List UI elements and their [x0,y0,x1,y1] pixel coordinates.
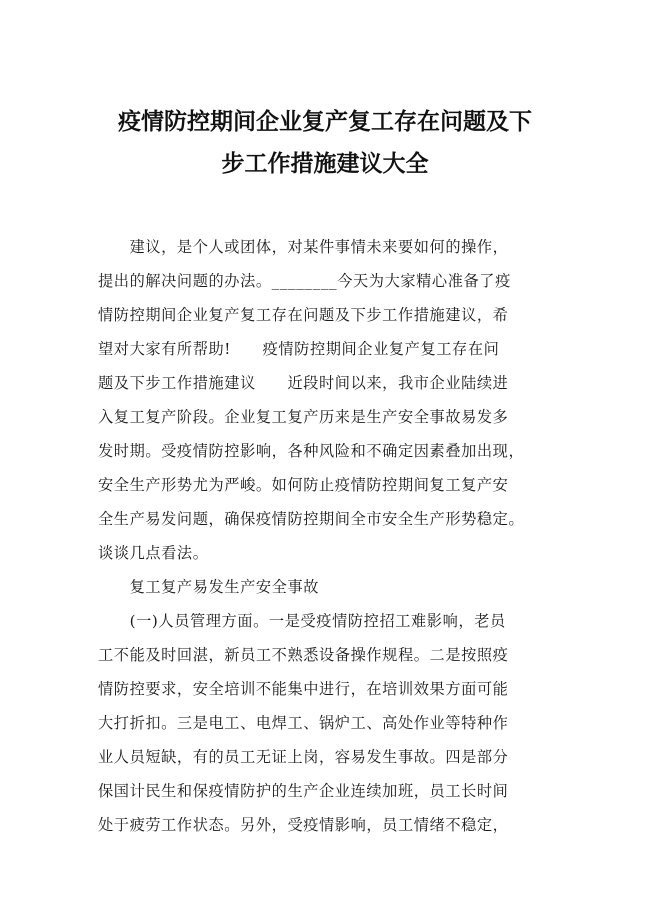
body-line: (一)人员管理方面。一是受疫情防控招工难影响，老员 [98,612,506,630]
body-line: 题及下步工作措施建议 近段时间以来，我市企业陆续进 [98,374,509,392]
body-line: 业人员短缺，有的员工无证上岗，容易发生事故。四是部分 [98,748,509,766]
body-line: 全生产易发问题，确保疫情防控期间全市安全生产形势稳定。 [98,510,525,528]
body-line: 情防控要求，安全培训不能集中进行，在培训效果方面可能 [98,680,509,698]
body-line: 提出的解决问题的办法。________今天为大家精心准备了疫 [98,272,511,290]
body-line: 安全生产形势尤为严峻。如何防止疫情防控期间复工复产安 [98,476,509,494]
body-line: 处于疲劳工作状态。另外，受疫情影响，员工情绪不稳定， [98,816,509,834]
body-line: 工不能及时回湛，新员工不熟悉设备操作规程。二是按照疫 [98,646,509,664]
document-title-line-1: 疫情防控期间企业复产复工存在问题及下 [118,109,532,135]
body-line: 建议，是个人或团体，对某件事情未来要如何的操作， [98,238,509,256]
document-title-line-2: 步工作措施建议大全 [221,151,429,177]
body-line: 入复工复产阶段。企业复工复产历来是生产安全事故易发多 [98,408,509,426]
body-line: 大打折扣。三是电工、电焊工、锅炉工、高处作业等特种作 [98,714,509,732]
body-line: 保国计民生和保疫情防护的生产企业连续加班，员工长时间 [98,782,509,800]
section-heading: 复工复产易发生产安全事故 [98,578,320,596]
body-line: 望对大家有所帮助! 疫情防控期间企业复产复工存在问 [98,340,500,358]
body-line: 发时期。受疫情防控影响，各种风险和不确定因素叠加出现， [98,442,525,460]
body-line: 情防控期间企业复产复工存在问题及下步工作措施建议，希 [98,306,509,324]
body-line: 谈谈几点看法。 [98,544,209,562]
